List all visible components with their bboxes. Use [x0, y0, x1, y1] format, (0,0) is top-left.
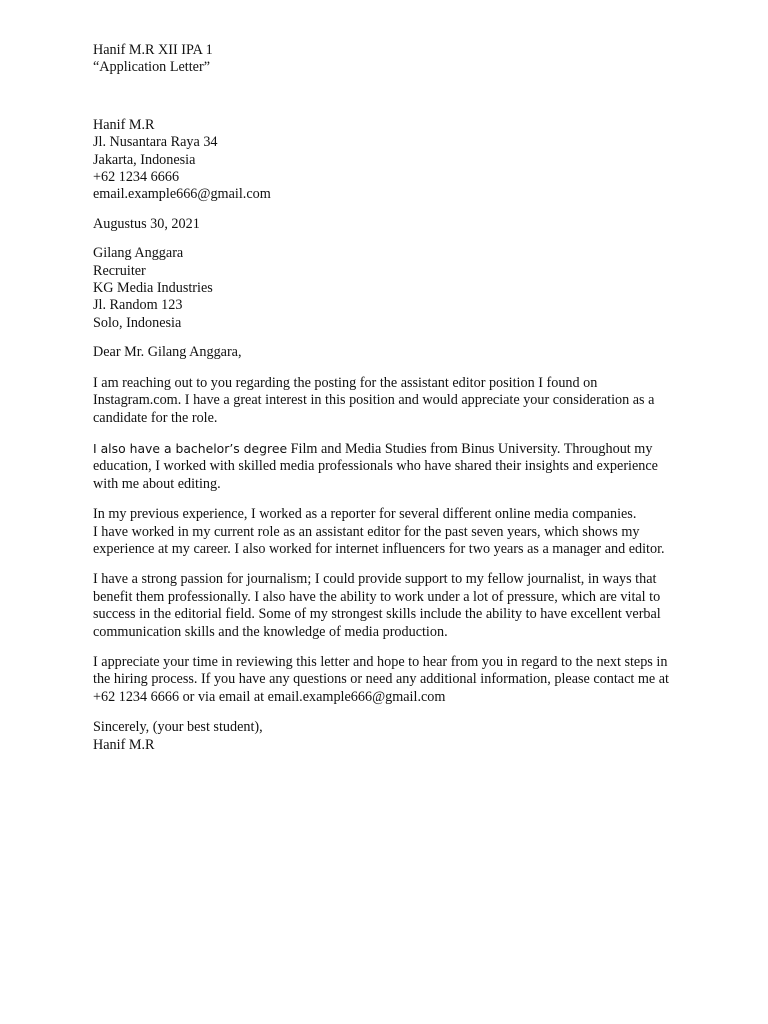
paragraph-3	[93, 506, 693, 558]
sender-street: Jl. Nusantara Raya 34	[93, 134, 218, 151]
header-doc-title: “Application Letter”	[93, 59, 210, 76]
paragraph-line: education, I worked with skilled media professionals who have shared their insights and experience	[93, 458, 658, 475]
paragraph-line	[93, 440, 693, 458]
paragraph-line: communication skills and the knowledge of media production.	[93, 623, 448, 640]
paragraph-line: the hiring process. If you have any questions or need any additional information, please contact me at	[93, 671, 669, 688]
paragraph-line: success in the editorial field. Some of my strongest skills include the ability to have excellent verbal	[93, 606, 661, 623]
recipient-address	[93, 245, 693, 332]
recipient-role: Recruiter	[93, 262, 146, 279]
recipient-company: KG Media Industries	[93, 280, 213, 297]
sender-email: email.example666@gmail.com	[93, 186, 271, 203]
paragraph-line: experience at my career. I also worked for internet influencers for two years as a manager and editor.	[93, 540, 665, 557]
sender-city: Jakarta, Indonesia	[93, 151, 196, 168]
recipient-name: Gilang Anggara	[93, 245, 184, 262]
document-header	[93, 42, 693, 77]
paragraph-line: +62 1234 6666 or via email at email.example666@gmail.com	[93, 688, 446, 705]
sender-address	[93, 117, 693, 204]
recipient-street: Jl. Random 123	[93, 297, 183, 314]
letter-page	[93, 42, 693, 754]
paragraph-line: I have a strong passion for journalism; I could provide support to my fellow journalist, in ways that	[93, 571, 657, 588]
paragraph-line: candidate for the role.	[93, 409, 218, 426]
paragraph-4	[93, 571, 693, 641]
paragraph-1	[93, 375, 693, 427]
sign-off: Sincerely, (your best student),	[93, 719, 263, 736]
paragraph-line: I am reaching out to you regarding the posting for the assistant editor position I found on	[93, 374, 598, 391]
sender-name: Hanif M.R	[93, 116, 155, 133]
letter-date: Augustus 30, 2021	[93, 215, 200, 232]
recipient-city: Solo, Indonesia	[93, 314, 182, 331]
paragraph-line: I have worked in my current role as an assistant editor for the past seven years, which shows my	[93, 523, 640, 540]
paragraph-line: Instagram.com. I have a great interest in this position and would appreciate your consideration as a	[93, 392, 655, 409]
paragraph-line: benefit them professionally. I also have the ability to work under a lot of pressure, which are vital to	[93, 588, 661, 605]
sender-phone: +62 1234 6666	[93, 169, 180, 186]
paragraph-text-sans: I also have a bachelor’s degree	[93, 440, 288, 456]
salutation: Dear Mr. Gilang Anggara,	[93, 344, 242, 361]
closing	[93, 719, 693, 754]
signature: Hanif M.R	[93, 736, 155, 753]
paragraph-line: with me about editing.	[93, 475, 221, 492]
paragraph-5	[93, 654, 693, 706]
paragraph-line: In my previous experience, I worked as a reporter for several different online media companies.	[93, 506, 637, 523]
header-name-class: Hanif M.R XII IPA 1	[93, 42, 213, 58]
paragraph-line: I appreciate your time in reviewing this letter and hope to hear from you in regard to the next steps in	[93, 653, 668, 670]
paragraph-text-serif: Film and Media Studies from Binus University. Throughout my	[287, 440, 653, 457]
paragraph-2	[93, 440, 693, 493]
